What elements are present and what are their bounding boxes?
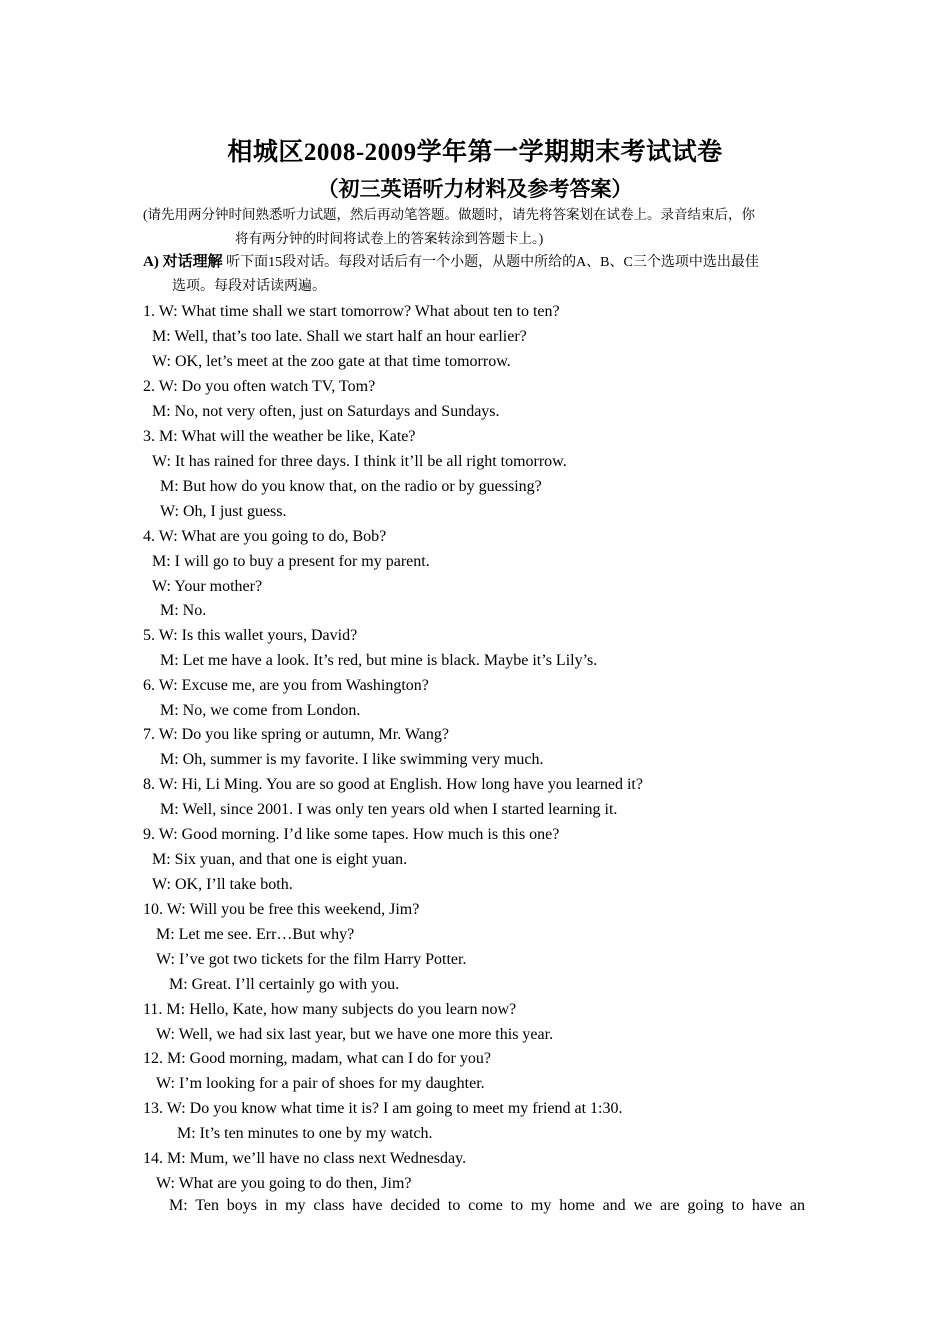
dialogue-line: M: But how do you know that, on the radio or by guessing? — [160, 478, 542, 495]
dialogue-line: 9. W: Good morning. I’d like some tapes. How much is this one? — [143, 826, 560, 843]
dialogue-line: M: Ten boys in my class have decided to come to my home and we are going to have an — [169, 1197, 805, 1214]
page-subtitle: （初三英语听力材料及参考答案） — [317, 177, 633, 201]
note-line-1: (请先用两分钟时间熟悉听力试题，然后再动笔答题。做题时，请先将答案划在试卷上。录音结束后，你 — [143, 207, 755, 222]
dialogue-line: W: It has rained for three days. I think it’ll be all right tomorrow. — [152, 453, 567, 470]
dialogue-line: M: It’s ten minutes to one by my watch. — [177, 1125, 433, 1142]
dialogue-line: 11. M: Hello, Kate, how many subjects do you learn now? — [143, 1001, 517, 1018]
dialogue-line: 10. W: Will you be free this weekend, Jim? — [143, 901, 420, 918]
dialogue-line: 1. W: What time shall we start tomorrow? What about ten to ten? — [143, 303, 560, 320]
dialogue-line: W: OK, let’s meet at the zoo gate at that time tomorrow. — [152, 353, 511, 370]
dialogue-line: M: Oh, summer is my favorite. I like swimming very much. — [160, 751, 544, 768]
page-title: 相城区2008-2009学年第一学期期末考试试卷 — [227, 139, 723, 166]
dialogue-line: W: OK, I’ll take both. — [152, 876, 293, 893]
section-a-instruction-1: 听下面15段对话。每段对话后有一个小题，从题中所给的A、B、C三个选项中选出最佳 — [226, 255, 759, 270]
dialogue-line: W: Oh, I just guess. — [160, 503, 287, 520]
dialogue-line: 3. M: What will the weather be like, Kate? — [143, 428, 416, 445]
instruction-note — [143, 203, 808, 251]
note-line-2: 将有两分钟的时间将试卷上的答案转涂到答题卡上。) — [235, 231, 544, 246]
dialogue-line: M: I will go to buy a present for my parent. — [152, 553, 430, 570]
dialogue-line: M: Great. I’ll certainly go with you. — [169, 976, 400, 993]
dialogue-line: 8. W: Hi, Li Ming. You are so good at English. How long have you learned it? — [143, 776, 643, 793]
dialogue-line: M: Let me see. Err…But why? — [156, 926, 355, 943]
dialogue-line: W: What are you going to do then, Jim? — [156, 1175, 412, 1192]
dialogue-line: M: Six yuan, and that one is eight yuan. — [152, 851, 408, 868]
dialogue-line: 4. W: What are you going to do, Bob? — [143, 528, 387, 545]
dialogue-line: W: Your mother? — [152, 578, 263, 595]
dialogue-line: 7. W: Do you like spring or autumn, Mr. Wang? — [143, 726, 449, 743]
dialogue-line: M: Well, that’s too late. Shall we start half an hour earlier? — [152, 328, 527, 345]
dialogue-line: M: Let me have a look. It’s red, but mine is black. Maybe it’s Lily’s. — [160, 652, 598, 669]
section-a-heading — [143, 250, 808, 299]
dialogue-line: W: Well, we had six last year, but we have one more this year. — [156, 1026, 554, 1043]
dialogue-line: 6. W: Excuse me, are you from Washington? — [143, 677, 429, 694]
dialogue-line: 12. M: Good morning, madam, what can I do for you? — [143, 1050, 491, 1067]
dialogue-line: M: No. — [160, 602, 207, 619]
dialogue-line: M: No, not very often, just on Saturdays and Sundays. — [152, 403, 500, 420]
dialogue-line: W: I’ve got two tickets for the film Harry Potter. — [156, 951, 467, 968]
dialogue-line: 13. W: Do you know what time it is? I am going to meet my friend at 1:30. — [143, 1100, 623, 1117]
dialogue-line: W: I’m looking for a pair of shoes for my daughter. — [156, 1075, 485, 1092]
dialogue-line: 14. M: Mum, we’ll have no class next Wednesday. — [143, 1150, 467, 1167]
dialogue-line: M: No, we come from London. — [160, 702, 361, 719]
dialogue-line: 2. W: Do you often watch TV, Tom? — [143, 378, 376, 395]
dialogue-line: 5. W: Is this wallet yours, David? — [143, 627, 358, 644]
dialogue-line: M: Well, since 2001. I was only ten years old when I started learning it. — [160, 801, 618, 818]
section-a-label: A) 对话理解 — [143, 254, 223, 270]
section-a-instruction-2: 选项。每段对话读两遍。 — [172, 279, 326, 294]
